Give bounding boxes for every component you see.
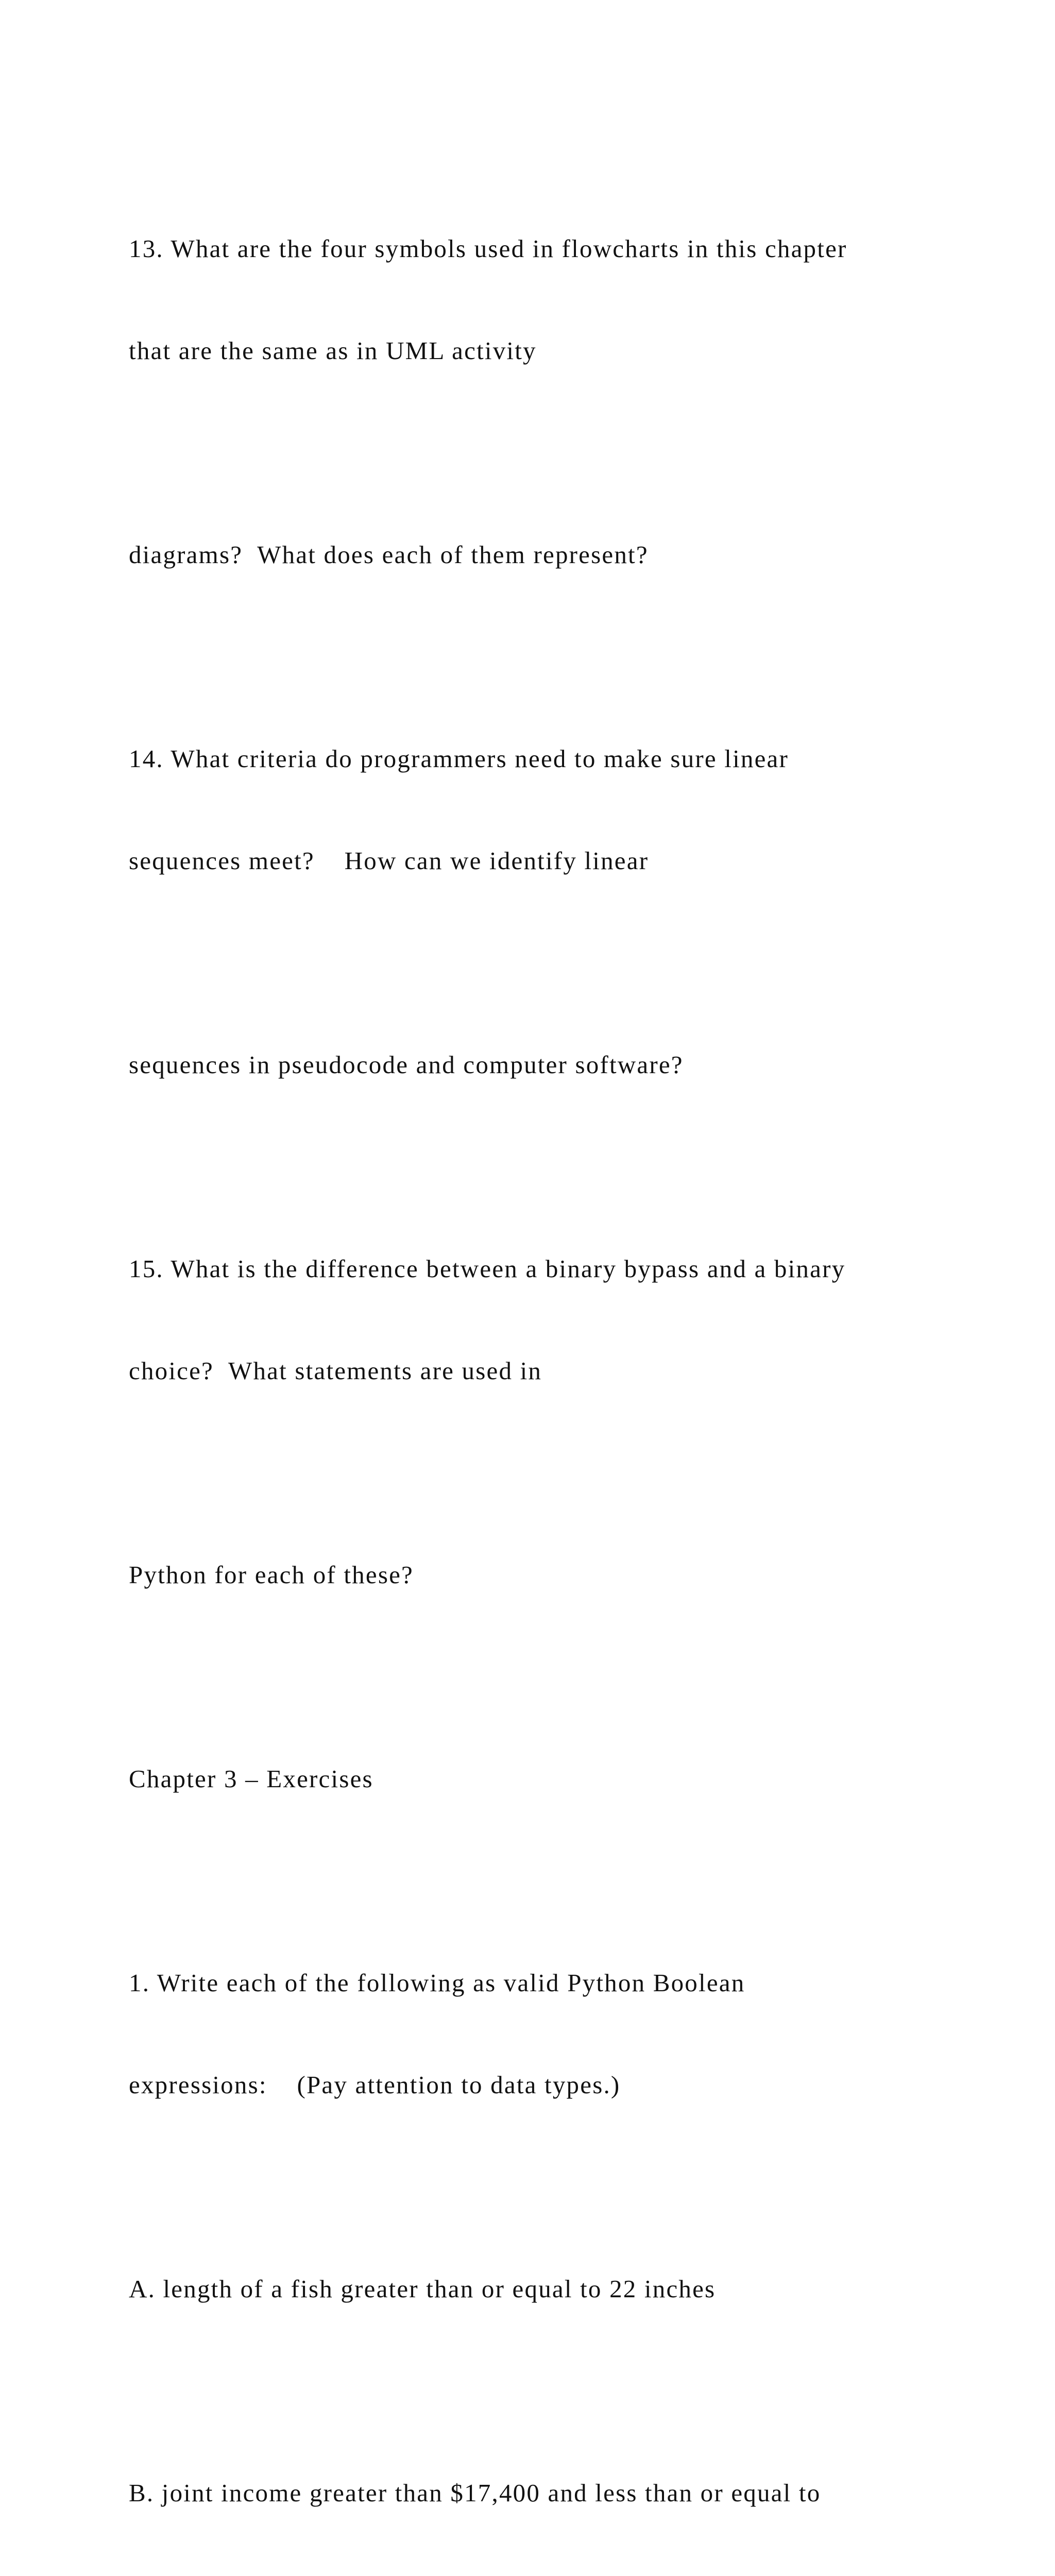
document-body [129,164,963,2576]
text-line: 14. What criteria do programmers need to make sure linear [129,744,789,773]
text-line: 1. Write each of the following as valid Python Boolean [129,1969,745,1997]
text-line: that are the same as in UML activity [129,336,537,365]
paragraph-ex1-b [129,2408,963,2576]
text-line: sequences in pseudocode and computer software? [129,1050,684,1079]
paragraph-q15 [129,1184,963,1456]
text-line: B. joint income greater than $17,400 and less than or equal to [129,2479,821,2507]
text-line: diagrams? What does each of them represent? [129,540,649,569]
text-line: 13. What are the four symbols used in flowcharts in this chapter [129,234,847,263]
text-line: Chapter 3 – Exercises [129,1765,373,1793]
paragraph-ex1-a [129,2204,963,2374]
paragraph-ex1 [129,1898,963,2170]
text-line: sequences meet? How can we identify linear [129,846,649,875]
paragraph-q14-cont [129,980,963,1150]
paragraph-q13 [129,164,963,436]
section-heading-exercises [129,1694,963,1864]
text-line: A. length of a fish greater than or equal to 22 inches [129,2275,716,2303]
paragraph-q15-cont [129,1490,963,1660]
text-line: 15. What is the difference between a binary bypass and a binary [129,1255,846,1283]
paragraph-q14 [129,674,963,946]
paragraph-q13-cont [129,470,963,640]
text-line: choice? What statements are used in [129,1357,542,1385]
text-line: expressions: (Pay attention to data types.) [129,2071,621,2099]
text-line: Python for each of these? [129,1561,414,1589]
